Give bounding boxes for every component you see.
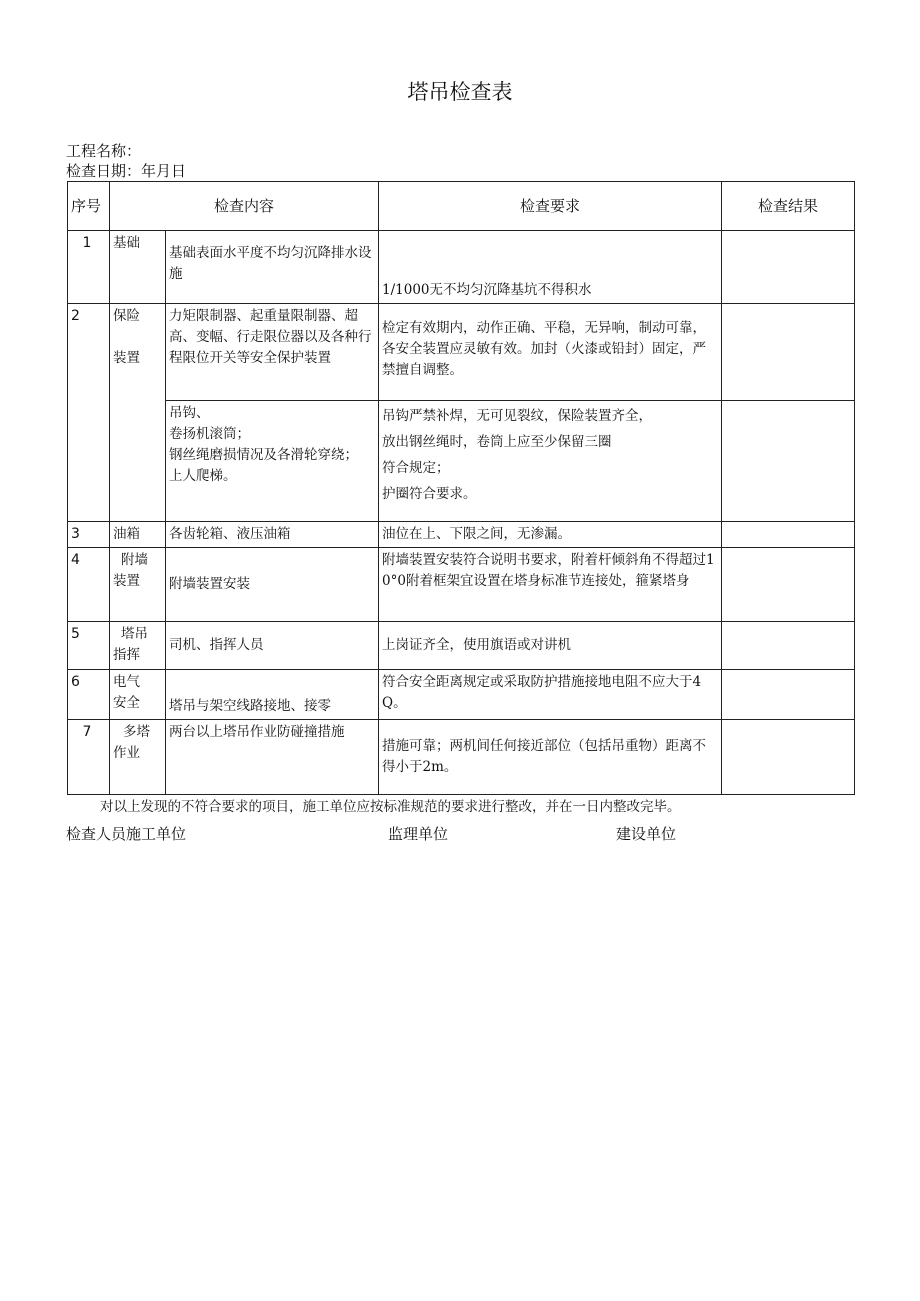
row-category-line: 多塔 [123, 724, 150, 740]
header-row [68, 182, 855, 231]
row-requirement: 油位在上、下限之间，无渗漏。 [379, 522, 722, 548]
row-category-line: 安全 [113, 695, 140, 711]
row-requirement: 1/1000无不均匀沉降基坑不得积水 [379, 231, 722, 304]
row-requirement: 检定有效期内，动作正确、平稳，无异响，制动可靠，各安全装置应灵敏有效。加封（火漆或铅封）固定，严禁擅自调整。 [379, 304, 722, 401]
row-result-cell[interactable] [722, 622, 855, 670]
inspection-table [67, 181, 855, 795]
row-result-cell[interactable] [722, 304, 855, 401]
table-row [68, 401, 855, 522]
row-category: 油箱 [110, 522, 166, 548]
row-content: 基础表面水平度不均匀沉降排水设施 [166, 231, 379, 304]
row-number: 5 [68, 622, 110, 670]
row-category-line: 保险 [113, 308, 140, 324]
header-content: 检查内容 [110, 182, 379, 231]
row-category [110, 304, 166, 522]
requirement-line: 吊钩严禁补焊，无可见裂纹，保险装置齐全， [382, 408, 653, 424]
signature-inspector-construction: 检查人员施工单位 [66, 825, 187, 843]
table-row [68, 231, 855, 304]
row-requirement [379, 401, 722, 522]
table-row [68, 622, 855, 670]
table-row [68, 548, 855, 622]
content-line: 卷扬机滚筒； [169, 426, 250, 442]
row-number: 6 [68, 670, 110, 720]
requirement-line: 符合规定； [382, 460, 450, 476]
signature-owner: 建设单位 [616, 825, 677, 843]
requirement-line: 放出钢丝绳时，卷筒上应至少保留三圈 [382, 434, 612, 450]
row-category [110, 548, 166, 622]
row-content [166, 401, 379, 522]
header-seq: 序号 [68, 182, 110, 231]
row-result-cell[interactable] [722, 720, 855, 795]
header-requirement: 检查要求 [379, 182, 722, 231]
header-result: 检查结果 [722, 182, 855, 231]
row-result-cell[interactable] [722, 522, 855, 548]
content-line: 钢丝绳磨损情况及各滑轮穿绕； [169, 447, 358, 463]
table-row [68, 720, 855, 795]
row-content: 两台以上塔吊作业防碰撞措施 [166, 720, 379, 795]
row-category [110, 622, 166, 670]
row-category-line: 指挥 [113, 647, 140, 663]
inspection-date-label: 检查日期：年月日 [66, 162, 187, 180]
row-requirement: 上岗证齐全，使用旗语或对讲机 [379, 622, 722, 670]
content-line: 上人爬梯。 [169, 468, 237, 484]
project-name-label: 工程名称： [66, 142, 142, 160]
row-requirement: 附墙装置安装符合说明书要求，附着杆倾斜角不得超过10°0附着框架宜设置在塔身标准节连接处，箍紧塔身 [379, 548, 722, 622]
row-content: 附墙装置安装 [166, 548, 379, 622]
footer-note: 对以上发现的不符合要求的项目，施工单位应按标准规范的要求进行整改，并在一日内整改完毕。 [100, 799, 681, 815]
row-content: 力矩限制器、起重量限制器、超高、变幅、行走限位器以及各种行程限位开关等安全保护装置 [166, 304, 379, 401]
row-content: 塔吊与架空线路接地、接零 [166, 670, 379, 720]
row-category-line: 装置 [113, 573, 140, 589]
signature-supervision: 监理单位 [388, 825, 449, 843]
table-row [68, 522, 855, 548]
row-result-cell[interactable] [722, 670, 855, 720]
row-number: 2 [68, 304, 110, 522]
row-number: 7 [68, 720, 110, 795]
row-category-line: 附墙 [121, 552, 148, 568]
row-category: 基础 [110, 231, 166, 304]
row-category-line: 塔吊 [121, 626, 148, 642]
row-category-line: 作业 [113, 745, 140, 761]
row-content: 各齿轮箱、液压油箱 [166, 522, 379, 548]
row-requirement: 符合安全距离规定或采取防护措施接地电阻不应大于4Q。 [379, 670, 722, 720]
row-category-line: 电气 [113, 674, 140, 690]
row-result-cell[interactable] [722, 548, 855, 622]
table-row [68, 304, 855, 401]
row-number: 3 [68, 522, 110, 548]
content-line: 吊钩、 [169, 405, 210, 421]
row-number: 4 [68, 548, 110, 622]
row-category-line: 装置 [113, 350, 140, 366]
row-category [110, 720, 166, 795]
row-content: 司机、指挥人员 [166, 622, 379, 670]
requirement-line: 护圈符合要求。 [382, 486, 477, 502]
table-row [68, 670, 855, 720]
page-title: 塔吊检查表 [407, 80, 513, 104]
row-result-cell[interactable] [722, 401, 855, 522]
row-category [110, 670, 166, 720]
row-requirement: 措施可靠；两机间任何接近部位（包括吊重物）距离不得小于2m。 [379, 720, 722, 795]
row-result-cell[interactable] [722, 231, 855, 304]
row-number: 1 [68, 231, 110, 304]
